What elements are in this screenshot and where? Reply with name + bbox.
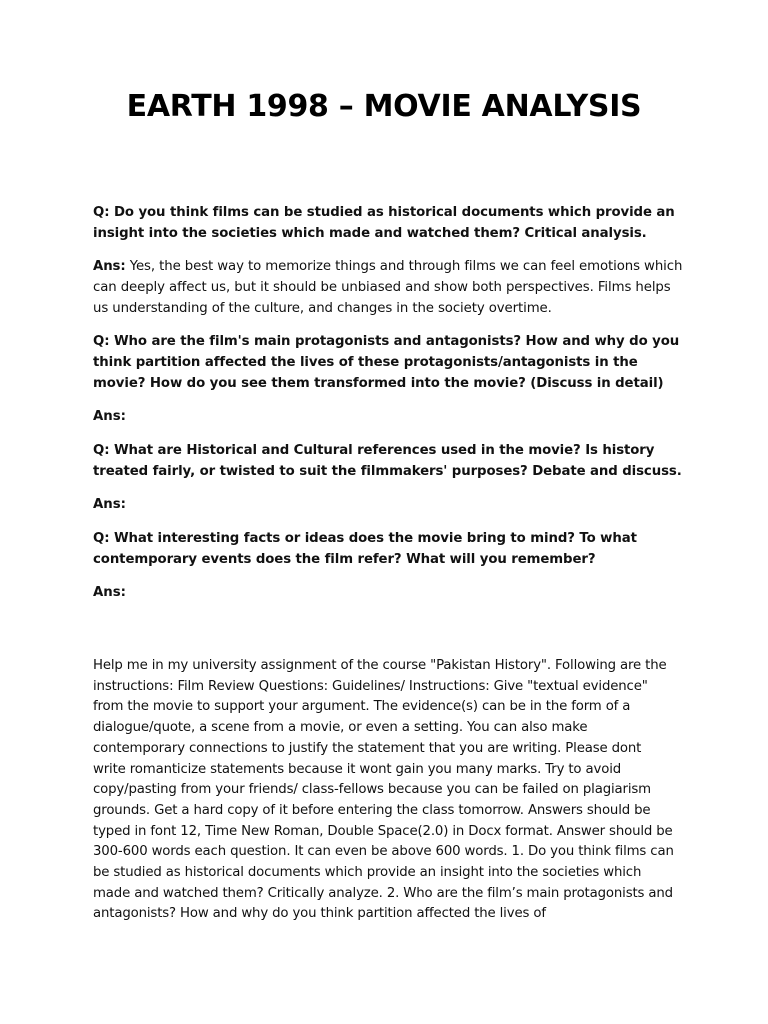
answer-2 [93, 406, 683, 427]
answer-label: Ans: [93, 585, 126, 600]
answer-label: Ans: [93, 409, 126, 424]
question-4: Q: What interesting facts or ideas does the movie bring to mind? To what contemporary events does the film refer? What will you remember? [93, 531, 637, 567]
answer-label: Ans: [93, 259, 126, 274]
answer-4 [93, 582, 683, 603]
assignment-instructions: Help me in my university assignment of the course "Pakistan History". Following are the instructions: Film Review Questions: Guidelines/ Instructions: Give "textual evidence" from the movie to support your argument. The evidence(s) can be in the form of a dialogue/quote, a scene from a movie, or even a setting. You can also make contemporary connections to justify the statement that you are writing. Please dont write romanticize statements because it wont gain you many marks. Try to avoid copy/pasting from your friends/ class-fellows because you can be failed on plagiarism grounds. Get a hard copy of it before entering the class tomorrow. Answers should be typed in font 12, Time New Roman, Double Space(2.0) in Docx format. Answer should be 300-600 words each question. It can even be above 600 words. 1. Do you think films can be studied as historical documents which provide an insight into the societies which made and watched them? Critically analyze. 2. Who are the film’s main protagonists and antagonists? How and why do you think partition affected the lives of [93, 658, 674, 922]
answer-1 [93, 256, 683, 319]
question-2: Q: Who are the film's main protagonists and antagonists? How and why do you think partition affected the lives of these protagonists/antagonists in the movie? How do you see them transformed into the movie? (Discuss in detail) [93, 334, 680, 391]
qa-section [93, 202, 683, 616]
question-1: Q: Do you think films can be studied as historical documents which provide an insight into the societies which made and watched them? Critical analysis. [93, 205, 675, 241]
answer-3 [93, 494, 683, 515]
page-title: EARTH 1998 – MOVIE ANALYSIS [126, 89, 642, 124]
answer-label: Ans: [93, 497, 126, 512]
question-3: Q: What are Historical and Cultural references used in the movie? Is history treated fairly, or twisted to suit the filmmakers' purposes? Debate and discuss. [93, 443, 682, 479]
answer-text: Yes, the best way to memorize things and through films we can feel emotions which can deeply affect us, but it should be unbiased and show both perspectives. Films helps us understanding of the culture, and changes in the society overtime. [93, 259, 683, 316]
